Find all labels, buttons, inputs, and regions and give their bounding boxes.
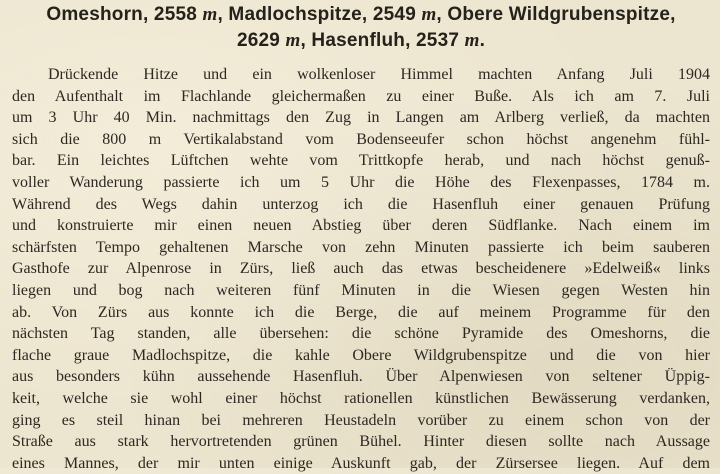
text-line: bar. Ein leichtes Lüftchen wehte vom Trittkopfe herab, und nach höchst genuß-	[12, 152, 710, 170]
text-line: schärfsten Tempo gehaltenen Marsche von zehn Minuten passierte ich beim sauberen	[12, 238, 710, 256]
heading-text: , Hasenfluh, 2537	[300, 30, 465, 51]
heading-text: , Obere Wildgrubenspitze,	[436, 4, 676, 25]
heading-line-2	[12, 28, 710, 54]
text-line: Drückende Hitze und ein wolkenloser Himmel machten Anfang Juli 1904	[48, 66, 710, 83]
text-line: Gasthofe zur Alpenrose in Zürs, ließ auch das etwas bescheidenere »Edelweiß« links	[12, 260, 710, 278]
text-line: eines Mannes, der mir unten einige Auskunft gab, der Zürsersee liegen. Auf dem	[12, 454, 710, 472]
unit-italic: m	[285, 30, 301, 51]
unit-italic: m	[421, 4, 437, 25]
text-line: nächsten Tag standen, alle übersehen: die schöne Pyramide des Omeshorns, die	[12, 325, 710, 343]
unit-italic: m	[202, 4, 218, 25]
heading-text: Omeshorn, 2558	[46, 4, 203, 25]
section-heading	[12, 2, 710, 54]
text-line: liegen und bog nach weiteren fünf Minuten in die Wiesen gegen Westen hin	[12, 281, 710, 299]
text-line: flache graue Madlochspitze, die kahle Obere Wildgrubenspitze und die von hier	[12, 346, 710, 364]
body-paragraph	[12, 64, 710, 474]
text-line: ging es steil hinan bei mehreren Heustadeln vorüber zu einem schon von der	[12, 411, 710, 429]
heading-text: 2629	[236, 30, 286, 51]
text-line: um 3 Uhr 40 Min. nachmittags den Zug in Langen am Arlberg verließ, da machten	[12, 109, 710, 127]
heading-text: , Madlochspitze, 2549	[217, 4, 422, 25]
text-line: und konstruierte mir einen neuen Abstieg über deren Südflanke. Nach einem im	[12, 217, 710, 235]
unit-italic: m	[464, 30, 480, 51]
text-line: den Aufenthalt im Flachlande gleichermaßen zu einer Buße. Als ich am 7. Juli	[12, 87, 710, 105]
heading-line-1	[12, 2, 710, 28]
text-line: Während des Wegs dahin unterzog ich die Hasenfluh einer genauen Prüfung	[12, 195, 710, 213]
text-line: Straße aus stark hervortretenden grünen Bühel. Hinter diesen sollte nach Aussage	[12, 433, 710, 451]
text-line: aus besonders kühn aussehende Hasenfluh. Über Alpenwiesen von seltener Üppig-	[12, 368, 710, 386]
text-line: voller Wanderung passierte ich um 5 Uhr die Höhe des Flexenpasses, 1784 m.	[12, 173, 710, 191]
text-line: ab. Von Zürs aus konnte ich die Berge, die auf meinem Programme für den	[12, 303, 710, 321]
heading-text: .	[479, 30, 486, 51]
text-line: sich die 800 m Vertikalabstand vom Bodenseeufer schon höchst angenehm fühl-	[12, 130, 710, 148]
text-line: keit, welche sie wohl einer höchst rationellen künstlichen Bewässerung verdanken,	[12, 389, 710, 407]
